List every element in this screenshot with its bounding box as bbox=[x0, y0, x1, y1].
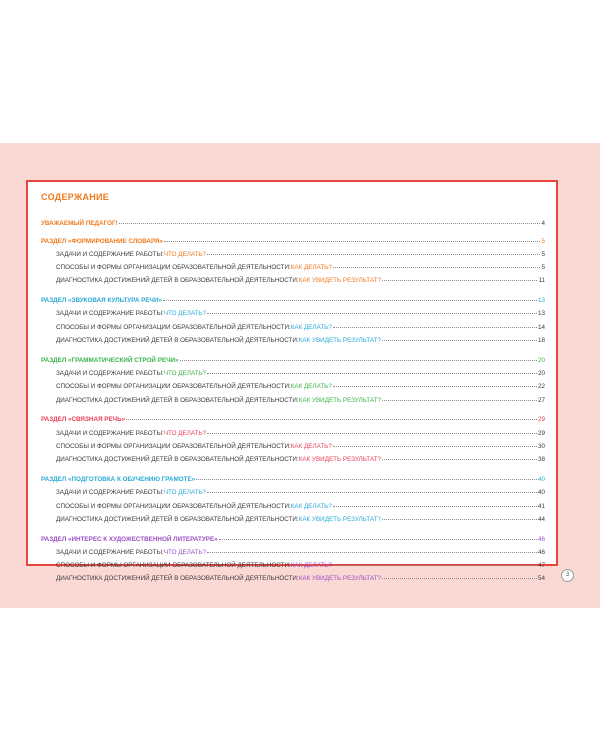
toc-subentry bbox=[41, 397, 545, 410]
toc-dot-leader bbox=[207, 492, 537, 493]
toc-entry-question: КАК ДЕЛАТЬ? bbox=[290, 502, 332, 510]
toc-page-number: 20 bbox=[537, 356, 545, 364]
toc-entry-label: СПОСОБЫ И ФОРМЫ ОРГАНИЗАЦИИ ОБРАЗОВАТЕЛЬНОЙ ДЕЯТЕЛЬНОСТИ: bbox=[56, 562, 291, 570]
toc-subentry bbox=[41, 430, 545, 443]
toc-page-number: 41 bbox=[537, 502, 545, 510]
toc-entry-label: СПОСОБЫ И ФОРМЫ ОРГАНИЗАЦИИ ОБРАЗОВАТЕЛЬНОЙ ДЕЯТЕЛЬНОСТИ: bbox=[56, 264, 291, 272]
toc-subentry bbox=[41, 370, 545, 383]
toc-dot-leader bbox=[164, 241, 540, 242]
toc-entry-question: КАК УВИДЕТЬ РЕЗУЛЬТАТ? bbox=[298, 456, 382, 464]
toc-page-number: 22 bbox=[537, 383, 545, 391]
toc-entry-label: ЗАДАЧИ И СОДЕРЖАНИЕ РАБОТЫ: bbox=[56, 489, 164, 497]
toc-dot-leader bbox=[382, 578, 537, 579]
toc-page-number: 46 bbox=[537, 535, 545, 543]
toc-page-number: 46 bbox=[537, 548, 545, 556]
toc-title: СОДЕРЖАНИЕ bbox=[41, 192, 110, 202]
toc-dot-leader bbox=[382, 280, 537, 281]
toc-entry-question: КАК УВИДЕТЬ РЕЗУЛЬТАТ? bbox=[298, 336, 382, 344]
toc-subentry bbox=[41, 264, 545, 277]
toc-entry-label: СПОСОБЫ И ФОРМЫ ОРГАНИЗАЦИИ ОБРАЗОВАТЕЛЬНОЙ ДЕЯТЕЛЬНОСТИ: bbox=[56, 323, 291, 331]
toc-page-number: 54 bbox=[537, 575, 545, 583]
toc-entry-label: ДИАГНОСТИКА ДОСТИЖЕНИЙ ДЕТЕЙ В ОБРАЗОВАТЕЛЬНОЙ ДЕЯТЕЛЬНОСТИ: bbox=[56, 456, 299, 464]
toc-dot-leader bbox=[333, 446, 537, 447]
toc-entry-label: ДИАГНОСТИКА ДОСТИЖЕНИЙ ДЕТЕЙ В ОБРАЗОВАТЕЛЬНОЙ ДЕЯТЕЛЬНОСТИ: bbox=[56, 515, 299, 523]
page-number: 3 bbox=[565, 572, 570, 578]
toc-dot-leader bbox=[333, 506, 537, 507]
toc-subentry bbox=[41, 324, 545, 337]
toc-entry-label: ЗАДАЧИ И СОДЕРЖАНИЕ РАБОТЫ: bbox=[56, 370, 164, 378]
toc-entry-label: СПОСОБЫ И ФОРМЫ ОРГАНИЗАЦИИ ОБРАЗОВАТЕЛЬНОЙ ДЕЯТЕЛЬНОСТИ: bbox=[56, 502, 291, 510]
toc-entry-question: КАК УВИДЕТЬ РЕЗУЛЬТАТ? bbox=[298, 277, 382, 285]
toc-page-number: 4 bbox=[541, 220, 545, 227]
toc-page-number: 44 bbox=[537, 515, 545, 523]
toc-subentry bbox=[41, 503, 545, 516]
toc-subentry bbox=[41, 310, 545, 323]
toc-entry-label: ДИАГНОСТИКА ДОСТИЖЕНИЙ ДЕТЕЙ В ОБРАЗОВАТЕЛЬНОЙ ДЕЯТЕЛЬНОСТИ: bbox=[56, 277, 299, 285]
toc-entry-question: ЧТО ДЕЛАТЬ? bbox=[163, 548, 207, 556]
toc-section-entry bbox=[41, 416, 545, 429]
toc-dot-leader bbox=[333, 267, 541, 268]
toc-dot-leader bbox=[207, 373, 537, 374]
toc-subentry bbox=[41, 277, 545, 290]
toc-dot-leader bbox=[196, 479, 537, 480]
toc-dot-leader bbox=[180, 360, 537, 361]
toc-page-number: 29 bbox=[537, 416, 545, 424]
toc-dot-leader bbox=[207, 313, 537, 314]
toc-section-entry bbox=[41, 238, 545, 251]
toc-page-number: 30 bbox=[537, 442, 545, 450]
toc-page-number: 14 bbox=[537, 323, 545, 331]
toc-page-number: 5 bbox=[541, 250, 545, 258]
toc-entry-label: РАЗДЕЛ «ГРАММАТИЧЕСКИЙ СТРОЙ РЕЧИ» bbox=[41, 356, 179, 364]
toc-subentry bbox=[41, 337, 545, 350]
toc-entry-question: КАК УВИДЕТЬ РЕЗУЛЬТАТ? bbox=[298, 575, 382, 583]
toc-entry-label: РАЗДЕЛ «ИНТЕРЕС К ХУДОЖЕСТВЕННОЙ ЛИТЕРАТУРЕ» bbox=[41, 535, 218, 543]
toc-subentry bbox=[41, 516, 545, 529]
toc-entry-label: ДИАГНОСТИКА ДОСТИЖЕНИЙ ДЕТЕЙ В ОБРАЗОВАТЕЛЬНОЙ ДЕЯТЕЛЬНОСТИ: bbox=[56, 575, 299, 583]
toc-section-entry bbox=[41, 297, 545, 310]
toc-entry-question: КАК ДЕЛАТЬ? bbox=[290, 323, 332, 331]
toc-entry-question: КАК ДЕЛАТЬ? bbox=[290, 383, 332, 391]
toc-entry-question: КАК ДЕЛАТЬ? bbox=[290, 442, 332, 450]
toc-page-number: 18 bbox=[537, 336, 545, 344]
toc-dot-leader bbox=[219, 539, 537, 540]
toc-page-number: 11 bbox=[538, 277, 545, 285]
toc-page-number: 13 bbox=[537, 310, 545, 318]
toc-dot-leader bbox=[207, 433, 537, 434]
toc-subentry bbox=[41, 489, 545, 502]
toc-entry-label: СПОСОБЫ И ФОРМЫ ОРГАНИЗАЦИИ ОБРАЗОВАТЕЛЬНОЙ ДЕЯТЕЛЬНОСТИ: bbox=[56, 442, 291, 450]
toc-subentry bbox=[41, 383, 545, 396]
toc-dot-leader bbox=[382, 519, 537, 520]
toc-entry-label: РАЗДЕЛ «ПОДГОТОВКА К ОБУЧЕНИЮ ГРАМОТЕ» bbox=[41, 476, 196, 484]
toc-entry-question: ЧТО ДЕЛАТЬ? bbox=[163, 310, 207, 318]
toc-subentry bbox=[41, 562, 545, 575]
toc-dot-leader bbox=[333, 386, 537, 387]
toc-dot-leader bbox=[119, 223, 541, 224]
toc-page-number: 40 bbox=[537, 489, 545, 497]
toc-dot-leader bbox=[382, 459, 537, 460]
toc-subentry bbox=[41, 456, 545, 469]
toc-entry-label: РАЗДЕЛ «СВЯЗНАЯ РЕЧЬ» bbox=[41, 416, 126, 424]
toc-page-number: 20 bbox=[537, 370, 545, 378]
toc-frame bbox=[26, 180, 558, 583]
toc-entry-label: ЗАДАЧИ И СОДЕРЖАНИЕ РАБОТЫ: bbox=[56, 250, 164, 258]
toc-entry-question: ЧТО ДЕЛАТЬ? bbox=[163, 250, 207, 258]
toc-dot-leader bbox=[126, 419, 537, 420]
toc-entry-question: ЧТО ДЕЛАТЬ? bbox=[163, 429, 207, 437]
toc-subentry bbox=[41, 549, 545, 562]
toc-dot-leader bbox=[382, 400, 537, 401]
toc-entry-label: ЗАДАЧИ И СОДЕРЖАНИЕ РАБОТЫ: bbox=[56, 310, 164, 318]
toc-page-number: 5 bbox=[541, 237, 545, 245]
toc-entry-question: КАК ДЕЛАТЬ? bbox=[290, 264, 332, 272]
page-number-badge bbox=[561, 569, 574, 582]
toc-list bbox=[41, 220, 545, 589]
toc-entry-label: ЗАДАЧИ И СОДЕРЖАНИЕ РАБОТЫ: bbox=[56, 548, 164, 556]
toc-entry-question: ЧТО ДЕЛАТЬ? bbox=[163, 370, 207, 378]
toc-entry-question: КАК ДЕЛАТЬ? bbox=[290, 562, 332, 570]
toc-dot-leader bbox=[207, 552, 537, 553]
toc-page-number: 38 bbox=[537, 456, 545, 464]
toc-dot-leader bbox=[207, 254, 540, 255]
toc-entry-label: ЗАДАЧИ И СОДЕРЖАНИЕ РАБОТЫ: bbox=[56, 429, 164, 437]
toc-subentry bbox=[41, 443, 545, 456]
toc-section-entry bbox=[41, 536, 545, 549]
toc-entry-label: УВАЖАЕМЫЙ ПЕДАГОГ! bbox=[41, 220, 118, 227]
toc-dot-leader bbox=[163, 300, 537, 301]
toc-entry-label: ДИАГНОСТИКА ДОСТИЖЕНИЙ ДЕТЕЙ В ОБРАЗОВАТЕЛЬНОЙ ДЕЯТЕЛЬНОСТИ: bbox=[56, 396, 299, 404]
toc-dot-leader bbox=[382, 340, 537, 341]
toc-entry-question: КАК УВИДЕТЬ РЕЗУЛЬТАТ? bbox=[298, 515, 382, 523]
toc-page-number: 5 bbox=[541, 264, 545, 272]
toc-section-entry bbox=[41, 357, 545, 370]
toc-dot-leader bbox=[333, 327, 537, 328]
toc-intro-entry bbox=[41, 220, 545, 233]
toc-entry-question: ЧТО ДЕЛАТЬ? bbox=[163, 489, 207, 497]
toc-entry-label: СПОСОБЫ И ФОРМЫ ОРГАНИЗАЦИИ ОБРАЗОВАТЕЛЬНОЙ ДЕЯТЕЛЬНОСТИ: bbox=[56, 383, 291, 391]
toc-page-number: 27 bbox=[537, 396, 545, 404]
toc-page-number: 40 bbox=[537, 476, 545, 484]
toc-page-number: 13 bbox=[537, 297, 545, 305]
toc-subentry bbox=[41, 575, 545, 588]
toc-page-number: 29 bbox=[537, 429, 545, 437]
toc-entry-label: РАЗДЕЛ «ФОРМИРОВАНИЕ СЛОВАРЯ» bbox=[41, 237, 164, 245]
toc-entry-label: ДИАГНОСТИКА ДОСТИЖЕНИЙ ДЕТЕЙ В ОБРАЗОВАТЕЛЬНОЙ ДЕЯТЕЛЬНОСТИ: bbox=[56, 336, 299, 344]
toc-entry-question: КАК УВИДЕТЬ РЕЗУЛЬТАТ? bbox=[298, 396, 382, 404]
toc-subentry bbox=[41, 251, 545, 264]
toc-page-number: 47 bbox=[537, 562, 545, 570]
toc-entry-label: РАЗДЕЛ «ЗВУКОВАЯ КУЛЬТУРА РЕЧИ» bbox=[41, 297, 163, 305]
toc-section-entry bbox=[41, 476, 545, 489]
toc-dot-leader bbox=[333, 565, 537, 566]
